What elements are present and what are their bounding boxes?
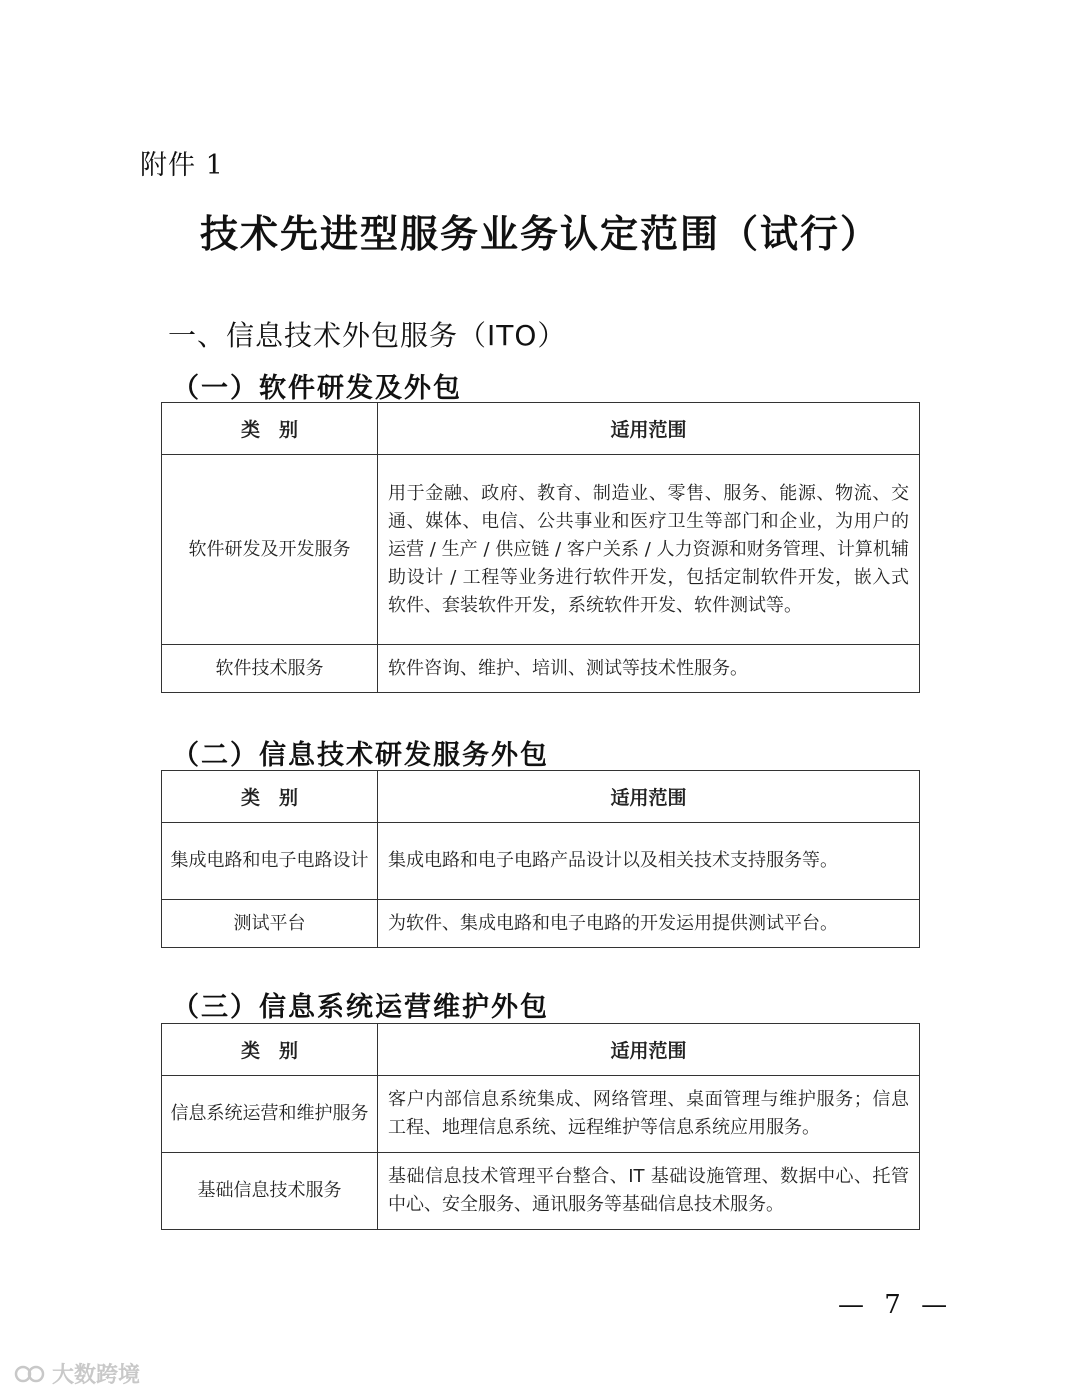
watermark [14, 1358, 140, 1389]
header-scope: 适用范围 [378, 1024, 920, 1076]
watermark-text: 大数跨境 [52, 1363, 141, 1388]
table-row [162, 1153, 920, 1230]
header-scope: 适用范围 [378, 771, 920, 823]
row-category: 集成电路和电子电路设计 [162, 823, 378, 900]
table-row [162, 823, 920, 900]
row-category: 软件技术服务 [162, 645, 378, 693]
row-category: 基础信息技术服务 [162, 1153, 378, 1230]
page-number: — 7 — [838, 1290, 954, 1320]
header-scope: 适用范围 [378, 403, 920, 455]
subsection-heading-ops: （三）信息系统运营维护外包 [172, 992, 549, 1023]
attachment-label: 附件 1 [140, 150, 224, 181]
ops-table [161, 1023, 920, 1230]
table-row [162, 645, 920, 693]
header-category: 类 别 [162, 403, 378, 455]
table-header-row [162, 1024, 920, 1076]
row-category: 信息系统运营和维护服务 [162, 1076, 378, 1153]
table-row [162, 455, 920, 645]
software-table [161, 402, 920, 693]
row-scope: 用于金融、政府、教育、制造业、零售、服务、能源、物流、交通、媒体、电信、公共事业和医疗卫生等部门和企业，为用户的运营 / 生产 / 供应链 / 客户关系 / 人力资源和财务管理、计算机辅助设计 / 工程等业务进行软件开发，包括定制软件开发，嵌入式软件、套装软件开发，系统软件开发、软件测试等。 [378, 455, 920, 645]
table-header-row [162, 403, 920, 455]
subsection-heading-software: （一）软件研发及外包 [172, 373, 462, 404]
row-category: 软件研发及开发服务 [162, 455, 378, 645]
document-title: 技术先进型服务业务认定范围（试行） [199, 212, 880, 256]
header-category: 类 别 [162, 771, 378, 823]
table-row [162, 1076, 920, 1153]
row-scope: 软件咨询、维护、培训、测试等技术性服务。 [378, 645, 920, 693]
row-scope: 客户内部信息系统集成、网络管理、桌面管理与维护服务；信息工程、地理信息系统、远程维护等信息系统应用服务。 [378, 1076, 920, 1153]
table-header-row [162, 771, 920, 823]
watermark-logo-icon [14, 1363, 48, 1385]
row-scope: 为软件、集成电路和电子电路的开发运用提供测试平台。 [378, 900, 920, 948]
table-row [162, 900, 920, 948]
row-category: 测试平台 [162, 900, 378, 948]
rd-table [161, 770, 920, 948]
section-heading-ito: 一、信息技术外包服务（ITO） [168, 319, 567, 352]
subsection-heading-rd: （二）信息技术研发服务外包 [172, 740, 549, 771]
row-scope: 集成电路和电子电路产品设计以及相关技术支持服务等。 [378, 823, 920, 900]
header-category: 类 别 [162, 1024, 378, 1076]
row-scope: 基础信息技术管理平台整合、IT 基础设施管理、数据中心、托管中心、安全服务、通讯服务等基础信息技术服务。 [378, 1153, 920, 1230]
